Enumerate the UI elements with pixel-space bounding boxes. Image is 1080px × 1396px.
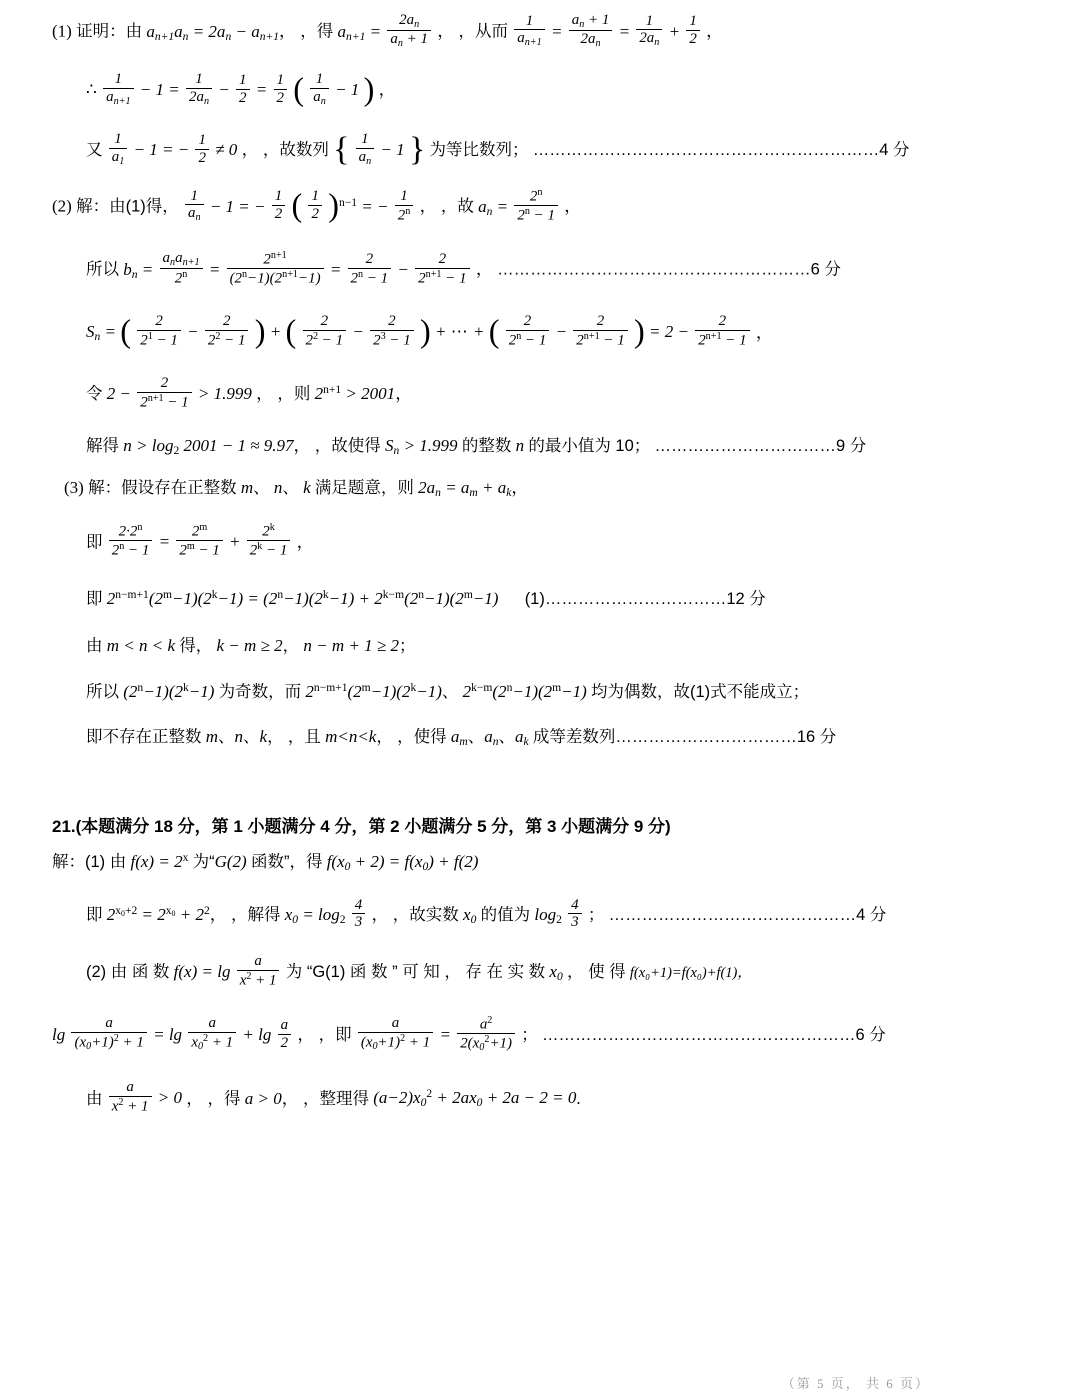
part3-line6: 即不存在正整数 m、n、k， ，且 m<n<k， ，使得 $a_m$、$a_n$、$a_k$ 成等差数列……………………………16 分 bbox=[86, 727, 837, 749]
p21-part2-score: 6 分 bbox=[855, 1026, 886, 1045]
eq-a-positive-cond: $\frac{a}{x^2 + 1}$ > 0 bbox=[107, 1088, 187, 1107]
part3-line5 bbox=[52, 681, 1028, 703]
part3-line1: (3) 解：假设存在正整数 m、 n、 k 满足题意，则 $2a_n = a_m + a_k$， bbox=[64, 477, 529, 500]
eq-pow-equation: $2^{x_0+2} = 2^{x_0} + 2^2$ bbox=[106, 903, 210, 924]
part2-ling-mid: ，则 bbox=[277, 385, 311, 404]
terms-am-an-ak: $a_m$ bbox=[450, 727, 468, 749]
part1-line3: 又 $\frac{1}{a_1}$ − 1 = − $\frac{1}{2}$ ≠ 0 ， ，故数列 { $\frac{1}{a_n}$ − 1 } 为等比数列； ………………………………………………………4 分 bbox=[86, 131, 910, 169]
page-footer: （第 5 页， 共 6 页） bbox=[781, 1376, 930, 1391]
p21-part1-mid: 为“ bbox=[192, 853, 215, 872]
part2-ling-lead: 令 bbox=[86, 385, 103, 404]
part3-so-lead: 所以 bbox=[86, 682, 119, 701]
eq-G2-def: $f(x_0 + 2) = f(x_0) + f(2)$ bbox=[326, 852, 479, 874]
therefore-symbol: ∴ bbox=[86, 80, 97, 100]
sep-7: ； bbox=[521, 1026, 538, 1045]
vars-mnk: m bbox=[205, 727, 219, 747]
p21-part1-line1 bbox=[52, 851, 1028, 875]
part3-by-lead: 由 bbox=[86, 637, 103, 656]
part2-solve-tail2: 的最小值为 10； bbox=[528, 437, 651, 456]
eq-an-formula: $a_n$ = $\frac{2^n}{2^n - 1}$ bbox=[478, 197, 564, 216]
p21-part1-line2-lead: 即 bbox=[86, 905, 103, 924]
var-m: m bbox=[240, 477, 254, 497]
eq-general-reciprocal: $\frac{1}{a_n}$ − 1 = − $\frac{1}{2}$ ( $\frac{1}{2}$ )$^{n-1}$ = − $\frac{1}{2^n}$ bbox=[183, 197, 420, 216]
part2-line-ling: 令 2 − $\frac{2}{2^{n+1} - 1}$ > 1.999 ， ，则 $2^{n+1} > 2001$， bbox=[86, 375, 413, 411]
eq-a-solved: $a_{n+1}$ = $\frac{2a_n}{a_n + 1}$ bbox=[338, 22, 438, 41]
eq-fraction-equality: $\frac{a}{(x_0+1)^2 + 1}$ = $\frac{a^2}{2(x_0^2+1)}$ bbox=[356, 1025, 521, 1044]
expr-odd: $(2^n-1)(2^k-1)$ bbox=[123, 680, 215, 701]
part1-line3-lead: 又 bbox=[86, 141, 103, 160]
p21-part1-line2-mid2: ，故实数 bbox=[392, 905, 459, 924]
part2-solve-mid: ，故使得 bbox=[314, 437, 381, 456]
p21-part2-mid: 为 “G(1) 函 数 ” 可 知 ， 存 在 实 数 bbox=[285, 963, 546, 982]
eq-reciprocal: $\frac{1}{a_{n+1}}$ = $\frac{a_n + 1}{2a_n}$ = $\frac{1}{2a_n}$ + $\frac{1}{2}$ bbox=[512, 22, 706, 41]
eq-first-term: $\frac{1}{a_1}$ − 1 = − $\frac{1}{2}$ ≠ 0 bbox=[107, 140, 242, 159]
part2-score-final: 9 分 bbox=[836, 437, 867, 456]
part3-lead: 解：假设存在正整数 bbox=[88, 478, 237, 497]
part2-line-bn: 所以 $b_n$ = $\frac{a_na_{n+1}}{2^n}$ = $\frac{2^{n+1}}{(2^n-1)(2^{n+1}-1)}$ = $\frac{2}{2^n - 1}$ − $\frac{2}{2^{n+1} - 1}$ ， …………………………………………………6 分 bbox=[86, 250, 841, 287]
p21-part1-line2-tail: 的值为 bbox=[480, 905, 531, 924]
part3-line4 bbox=[52, 635, 1028, 657]
eq-sn-gt: $S_n > 1.999$ bbox=[385, 436, 458, 458]
dot-leader: ……………………………………………………… bbox=[532, 141, 880, 160]
eq-integer-identity: $2^{n-m+1}(2^m-1)(2^k-1) = (2^n-1)(2^k-1) + 2^{k-m}(2^n-1)(2^m-1)$ bbox=[106, 587, 499, 608]
part1-line3-tail: 为等比数列； bbox=[429, 141, 529, 160]
p21-part2-line3-lead: 由 bbox=[86, 1089, 103, 1108]
var-x0: $x_0$ bbox=[463, 904, 477, 927]
part2-line-sn: $S_n$ = ( $\frac{2}{2^1 - 1}$ − $\frac{2}{2^2 - 1}$ ) + ( $\frac{2}{2^2 - 1}$ − $\frac{2}{2^3 - 1}$ ) + ⋯ + ( $\frac{2}{2^n - 1}$ − $\frac{2}{2^{n+1} - 1}$ ) = 2 − $\frac{2}{2^{n+1} - 1}$ ， bbox=[86, 313, 773, 350]
dot-leader: …………………………… bbox=[654, 437, 836, 456]
p21-part1-line2: 即 $2^{x_0+2} = 2^{x_0} + 2^2$， ，解得 $x_0 = \log_2$ $\frac{4}{3}$ ， ，故实数 $x_0$ 的值为 $\log_2$ $\frac{4}{3}$ ； ………………………………………4 分 bbox=[86, 896, 887, 931]
p21-part2-line3-mid: ，得 bbox=[207, 1089, 241, 1108]
p21-part2-lead: (2) 由 函 数 bbox=[86, 963, 170, 982]
sep-8: . bbox=[576, 1088, 581, 1108]
part2-solve-tail: 的整数 bbox=[461, 437, 512, 456]
eq-fx-lg: f(x) = lg $\frac{a}{x^2 + 1}$ bbox=[174, 962, 286, 981]
part3-line2: 即 $\frac{2\cdot 2^n}{2^n - 1}$ = $\frac{2^m}{2^m - 1}$ + $\frac{2^k}{2^k - 1}$ ， bbox=[86, 522, 314, 559]
p21-part1-score: 4 分 bbox=[856, 905, 887, 924]
p21-part2-line3-mid2: ，整理得 bbox=[302, 1089, 369, 1108]
eq-log43: $\log_2$ $\frac{4}{3}$ bbox=[534, 905, 588, 924]
part2-score-b: 6 分 bbox=[810, 260, 841, 279]
var-n: n bbox=[515, 436, 525, 456]
part1-score: 4 分 bbox=[879, 141, 910, 160]
eq-fx-2x: $f(x) = 2^x$ bbox=[130, 851, 189, 872]
part3-last-lead: 即不存在正整数 bbox=[86, 728, 202, 747]
eq-geometric-step: $\frac{1}{a_{n+1}}$ − 1 = $\frac{1}{2a_n}$ − $\frac{1}{2}$ = $\frac{1}{2}$ ( $\frac{1}{a_n}$ − 1 ) bbox=[101, 80, 379, 99]
part2-line-solve: 解得 $n > \log_2 2001 - 1 \approx 9.97$， ，故使得 $S_n > 1.999$ 的整数 n 的最小值为 10； ……………………………9 分 bbox=[86, 436, 867, 458]
part3-last-mid: ，且 bbox=[287, 728, 321, 747]
part3-last-mid2: ，使得 bbox=[397, 728, 447, 747]
part3-lead4: 满足题意，则 bbox=[314, 478, 414, 497]
part3-last-tail: 成等差数列 bbox=[532, 728, 616, 747]
p21-part1-line2-mid: ，解得 bbox=[230, 905, 281, 924]
part1-line1: (1) 证明：由 $a_{n+1}a_n = 2a_n - a_{n+1}$， ，得 $a_{n+1}$ = $\frac{2a_n}{a_n + 1}$ ， ，从而 $\frac{1}{a_{n+1}}$ = $\frac{a_n + 1}{2a_n}$ = $\frac{1}{2a_n}$ + $\frac{1}{2}$ ， bbox=[52, 11, 724, 49]
problem20-part1 bbox=[52, 11, 1028, 169]
p21-part1-lead: 解：(1) 由 bbox=[52, 853, 127, 872]
var-n2: n bbox=[273, 477, 283, 497]
dot-leader: ………………………………………………… bbox=[497, 260, 811, 279]
eq-lg-expand: lg $\frac{a}{(x_0+1)^2 + 1}$ = lg $\frac{a}{x_0^2 + 1}$ + lg $\frac{a}{2}$ bbox=[52, 1025, 297, 1044]
eq-G1-def: f(x₀+1)=f(x₀)+f(1)， bbox=[629, 965, 752, 982]
var-x0-2: $x_0$ bbox=[549, 962, 563, 984]
problem21-heading: 21.(本题满分 18 分，第 1 小题满分 4 分，第 2 小题满分 5 分，第 3 小题满分 9 分) bbox=[52, 817, 671, 837]
part3-score-last: 16 分 bbox=[796, 728, 837, 747]
part2-solve-lead: 解得 bbox=[86, 437, 119, 456]
sep-2: 、 bbox=[282, 478, 299, 497]
p21-part2-mid2: ， 使 得 bbox=[566, 963, 626, 982]
part2-mid: ，故 bbox=[440, 197, 474, 216]
p21-part2-line2-mid: ，即 bbox=[318, 1026, 352, 1045]
eq-pow-ineq: $2^{n+1} > 2001$ bbox=[314, 383, 396, 404]
seq-brace: { $\frac{1}{a_n}$ − 1 } bbox=[333, 131, 426, 169]
part1-text-after-eq2: ，从而 bbox=[458, 22, 508, 41]
problem21-part2 bbox=[52, 955, 1028, 1117]
eq-log-solution: $n > \log_2 2001 - 1 \approx 9.97$ bbox=[123, 436, 294, 458]
part3-tag1: (1) bbox=[524, 589, 545, 608]
part3-score1: 12 分 bbox=[726, 589, 766, 608]
eq-sn: $S_n$ = ( $\frac{2}{2^1 - 1}$ − $\frac{2}{2^2 - 1}$ ) + ( $\frac{2}{2^2 - 1}$ − $\frac{2}{2^3 - 1}$ ) + ⋯ + ( $\frac{2}{2^n - 1}$ − $\frac{2}{2^{n+1} - 1}$ ) = 2 − $\frac{2}{2^{n+1} - 1}$ bbox=[86, 322, 756, 341]
dot-leader: ………………………………………………… bbox=[542, 1026, 856, 1045]
eq-arith-condition: $2a_n = a_m + a_k$ bbox=[418, 477, 512, 500]
part2-bn-lead: 所以 bbox=[86, 260, 119, 279]
sep-3: ， bbox=[282, 637, 300, 656]
part1-label: (1) bbox=[52, 21, 72, 41]
dot-leader: ……………………………………… bbox=[608, 905, 857, 924]
eq-mnk-order: m < n < k bbox=[106, 636, 176, 656]
dot-leader: …………………………… bbox=[544, 589, 727, 608]
part1-line3-mid: ，故数列 bbox=[262, 141, 329, 160]
sep-6: ； bbox=[587, 905, 605, 924]
eq-x0-value: $x_0 = \log_2$ $\frac{4}{3}$ bbox=[285, 905, 372, 924]
label-G2: G(2) bbox=[214, 852, 247, 872]
eq-quadratic: $(a-2)x_0^2 + 2ax_0 + 2a - 2 = 0$ bbox=[373, 1087, 577, 1110]
part3-so-m3: 均为偶数，故(1)式不能成立； bbox=[591, 682, 810, 701]
expr-even-1: $2^{n-m+1}(2^m-1)(2^k-1)$ bbox=[305, 680, 442, 701]
eq-km-ge2: k − m ≥ 2 bbox=[216, 636, 283, 656]
p21-part2-line2: lg $\frac{a}{(x_0+1)^2 + 1}$ = lg $\frac{a}{x_0^2 + 1}$ + lg $\frac{a}{2}$ ， ，即 $\frac{a}{(x_0+1)^2 + 1}$ = $\frac{a^2}{2(x_0^2+1)}$ ； …………………………………………………6 分 bbox=[52, 1014, 886, 1053]
eq-expanded-fractions: $\frac{2\cdot 2^n}{2^n - 1}$ = $\frac{2^m}{2^m - 1}$ + $\frac{2^k}{2^k - 1}$ bbox=[107, 532, 297, 551]
eq-bn: $b_n$ = $\frac{a_na_{n+1}}{2^n}$ = $\frac{2^{n+1}}{(2^n-1)(2^{n+1}-1)}$ = $\frac{2}{2^n - 1}$ − $\frac{2}{2^{n+1} - 1}$ bbox=[123, 260, 476, 279]
sep-5: 、 bbox=[441, 682, 459, 701]
dot-leader: …………………………… bbox=[615, 728, 797, 747]
eq-inequality: 2 − $\frac{2}{2^{n+1} - 1}$ > 1.999 bbox=[106, 375, 257, 411]
part2-lead: 解：由(1)得， bbox=[76, 197, 179, 216]
part3-line3 bbox=[52, 588, 1028, 610]
p21-part2-line1 bbox=[52, 955, 1028, 991]
part1-line2: ∴ $\frac{1}{a_{n+1}}$ − 1 = $\frac{1}{2a_n}$ − $\frac{1}{2}$ = $\frac{1}{2}$ ( $\frac{1}{a_n}$ − 1 ) ， bbox=[86, 70, 396, 107]
part1-text-after-eq1: ，得 bbox=[300, 22, 334, 41]
eq-a-recurrence: $a_{n+1}a_n = 2a_n - a_{n+1}$ bbox=[146, 21, 280, 43]
part3-so-m1: 为奇数，而 bbox=[218, 682, 302, 701]
problem21-part1 bbox=[52, 851, 1028, 933]
var-k: k bbox=[303, 477, 311, 497]
eq-nm1-ge2: n − m + 1 ≥ 2 bbox=[303, 636, 399, 656]
part2-line1: (2) 解：由(1)得， $\frac{1}{a_n}$ − 1 = − $\frac{1}{2}$ ( $\frac{1}{2}$ )$^{n-1}$ = − $\frac{1}{2^n}$ ， ，故 $a_n$ = $\frac{2^n}{2^n - 1}$ ， bbox=[52, 187, 582, 224]
problem20-part2 bbox=[52, 189, 1028, 458]
part3-ji1: 即 bbox=[86, 532, 103, 551]
part3-label: (3) bbox=[64, 477, 84, 497]
part3-by-mid: 得， bbox=[179, 637, 213, 656]
cond-mnk: m<n<k bbox=[325, 727, 377, 747]
sep-4: ； bbox=[398, 637, 416, 656]
part2-label: (2) bbox=[52, 196, 72, 216]
part3-ji2: 即 bbox=[86, 589, 103, 608]
sep-1: 、 bbox=[253, 478, 270, 497]
expr-even-2: $2^{k-m}(2^n-1)(2^m-1)$ bbox=[462, 680, 587, 701]
p21-part1-mid2: 函数”，得 bbox=[250, 853, 323, 872]
p21-part2-line3: 由 $\frac{a}{x^2 + 1}$ > 0 ， ，得 a > 0， ，整理得 $(a-2)x_0^2 + 2ax_0 + 2a - 2 = 0$. bbox=[86, 1079, 581, 1115]
problem20-part3 bbox=[52, 477, 1028, 750]
eq-a-gt-0: a > 0 bbox=[244, 1088, 282, 1108]
part1-lead: 证明：由 bbox=[76, 22, 143, 41]
